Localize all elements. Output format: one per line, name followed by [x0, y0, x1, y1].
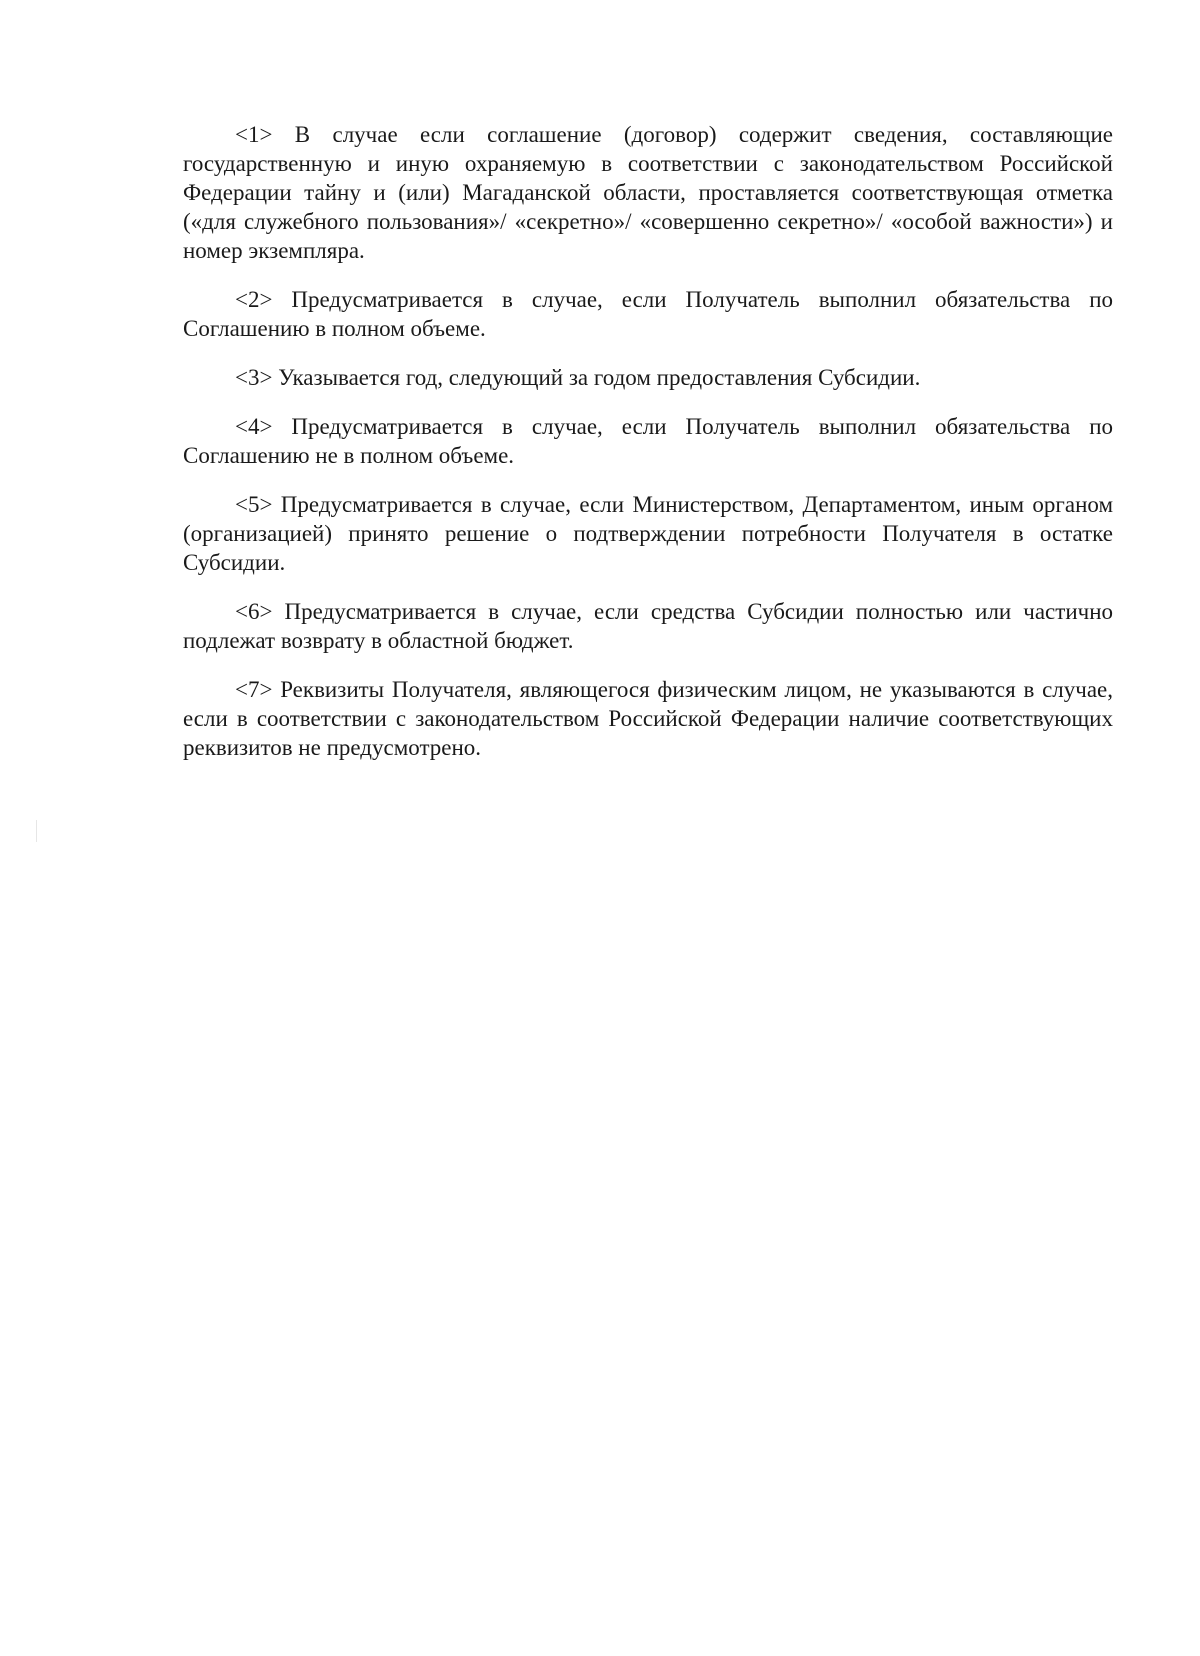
footnote-5: <5> Предусматривается в случае, если Министерством, Департаментом, иным органом (организацией) принято решение о подтверждении потребности Получателя в остатке Субсидии. — [183, 492, 1113, 575]
footnote-2: <2> Предусматривается в случае, если Получатель выполнил обязательства по Соглашению в полном объеме. — [183, 287, 1113, 341]
footnote-3: <3> Указывается год, следующий за годом предоставления Субсидии. — [235, 365, 921, 390]
footnotes-list — [183, 120, 1113, 782]
footnote-6: <6> Предусматривается в случае, если средства Субсидии полностью или частично подлежат возврату в областной бюджет. — [183, 599, 1113, 653]
scan-artifact — [36, 820, 37, 842]
footnote-4: <4> Предусматривается в случае, если Получатель выполнил обязательства по Соглашению не в полном объеме. — [183, 414, 1113, 468]
footnote-1: <1> В случае если соглашение (договор) содержит сведения, составляющие государственную и иную охраняемую в соответствии с законодательством Российской Федерации тайну и (или) Магаданской области, проставляется соответствующая отметка («для служебного пользования»/ «секретно»/ «совершенно секретно»/ «особой важности») и номер экземпляра. — [183, 122, 1113, 263]
footnote-7: <7> Реквизиты Получателя, являющегося физическим лицом, не указываются в случае, если в соответствии с законодательством Российской Федерации наличие соответствующих реквизитов не предусмотрено. — [183, 677, 1113, 760]
